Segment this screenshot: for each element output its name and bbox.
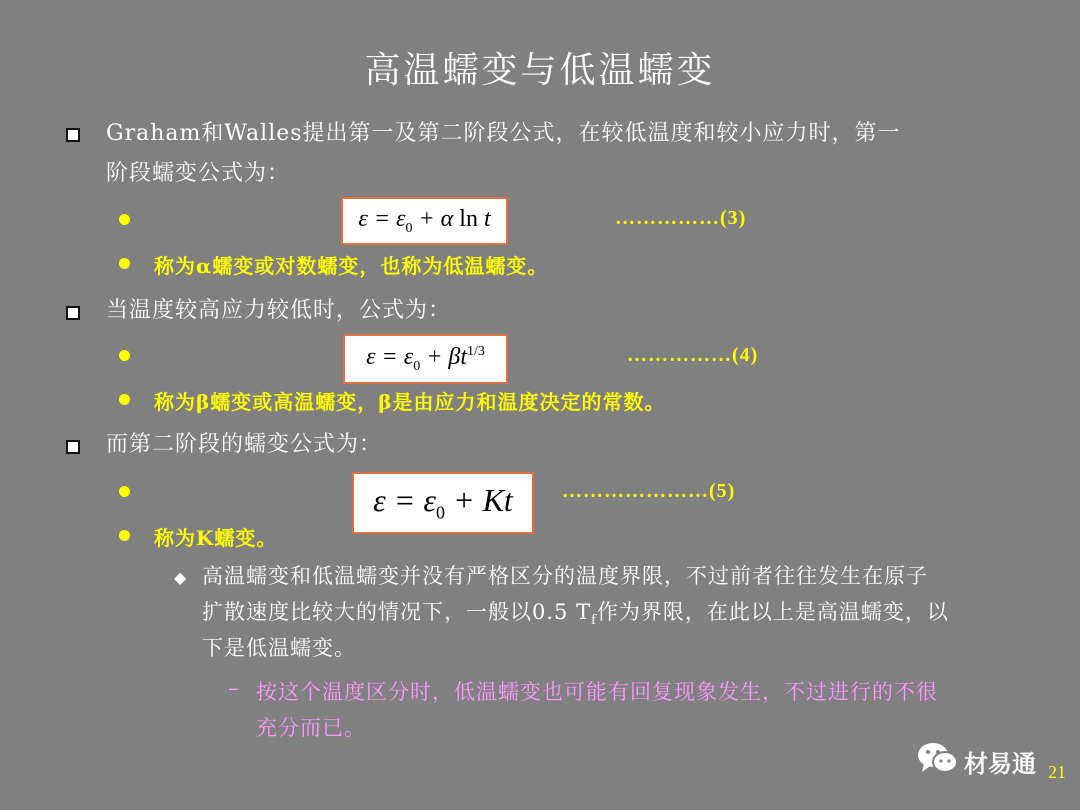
equation-number-5: …………………(5) [562, 480, 736, 502]
dot-bullet-icon [119, 394, 130, 405]
square-bullet-icon [66, 440, 80, 454]
bullet-2: 当温度较高应力较低时，公式为： [106, 298, 452, 323]
bullet-1-line-1: Graham和Walles提出第一及第二阶段公式，在较低温度和较小应力时，第一 [106, 121, 901, 146]
formula-4: $\varepsilon = \varepsilon_0 + \beta t^{1/3}$ [343, 334, 508, 384]
diamond-bullet-icon: ◆ [174, 568, 187, 587]
note-4: 称为β蠕变或高温蠕变，β是由应力和温度决定的常数。 [154, 390, 666, 414]
dot-bullet-icon [119, 486, 130, 497]
subsub-line-1: 按这个温度区分时，低温蠕变也可能有回复现象发生，不过进行的不很 [256, 680, 938, 704]
dot-bullet-icon [119, 258, 130, 269]
square-bullet-icon [66, 128, 80, 142]
slide-title: 高温蠕变与低温蠕变 [364, 50, 716, 91]
watermark-text: 材易通 [964, 750, 1036, 778]
note-3: 称为α蠕变或对数蠕变，也称为低温蠕变。 [154, 254, 549, 278]
dot-bullet-icon [119, 530, 130, 541]
sub-line-3: 下是低温蠕变。 [202, 636, 356, 660]
wechat-icon [916, 740, 960, 776]
note-5: 称为K蠕变。 [154, 526, 278, 550]
page-number: 21 [1048, 762, 1066, 782]
dash-bullet-icon: – [228, 676, 239, 700]
formula-3: $\varepsilon = \varepsilon_0 + \alpha$ ln t [341, 197, 508, 245]
dot-bullet-icon [119, 214, 130, 225]
bullet-3: 而第二阶段的蠕变公式为： [106, 432, 383, 457]
equation-number-4: ……………(4) [627, 344, 759, 366]
sub-line-2: 扩散速度比较大的情况下，一般以0.5 $T_f$作为界限，在此以上是高温蠕变，以 [202, 600, 949, 629]
subsub-line-2: 充分而已。 [256, 716, 366, 740]
sub-line-1: 高温蠕变和低温蠕变并没有严格区分的温度界限，不过前者往往发生在原子 [202, 564, 928, 588]
formula-5: $\varepsilon = \varepsilon_0 + Kt$ [352, 472, 534, 534]
bullet-1-line-2: 阶段蠕变公式为： [106, 161, 291, 186]
dot-bullet-icon [119, 350, 130, 361]
equation-number-3: ……………(3) [615, 207, 747, 229]
square-bullet-icon [66, 306, 80, 320]
